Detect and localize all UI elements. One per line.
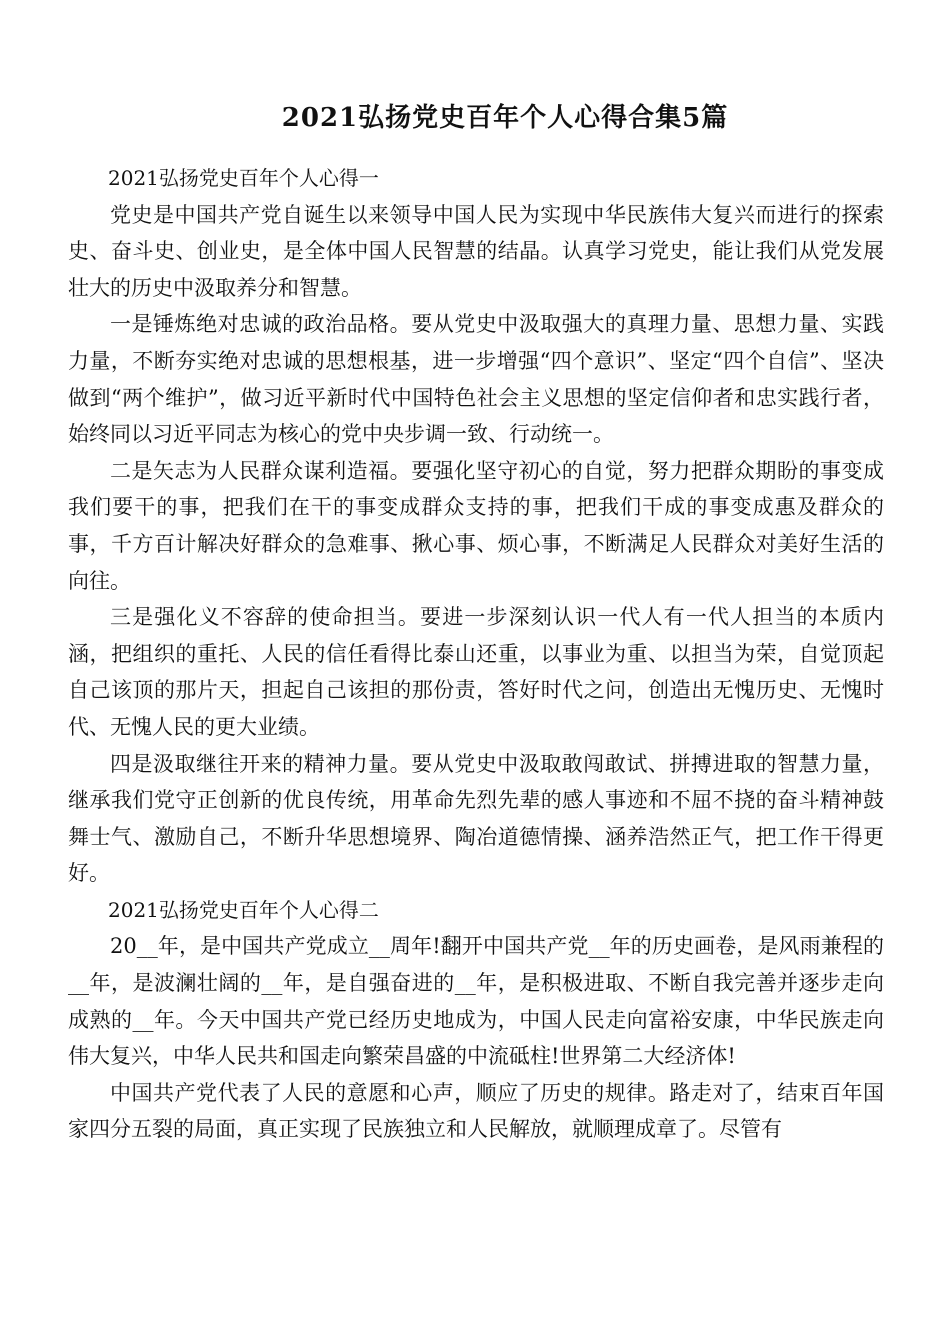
- paragraph: 党史是中国共产党自诞生以来领导中国人民为实现中华民族伟大复兴而进行的探索史、奋斗史、创业史，是全体中国人民智慧的结晶。认真学习党史，能让我们从党发展壮大的历史中汲取养分和智慧。: [68, 202, 884, 300]
- paragraph: 中国共产党代表了人民的意愿和心声，顺应了历史的规律。路走对了，结束百年国家四分五裂的局面，真正实现了民族独立和人民解放，就顺理成章了。尽管有: [68, 1080, 884, 1142]
- section-heading-2: 2021弘扬党史百年个人心得二: [108, 897, 379, 922]
- document-body: [68, 160, 884, 1148]
- paragraph: 20__年，是中国共产党成立__周年!翻开中国共产党__年的历史画卷，是风雨兼程的__年，是波澜壮阔的__年，是自强奋进的__年，是积极进取、不断自我完善并逐步走向成熟的__年。今天中国共产党已经历史地成为，中国人民走向富裕安康，中华民族走向伟大复兴，中华人民共和国走向繁荣昌盛的中流砥柱!世界第二大经济体!: [68, 934, 884, 1069]
- paragraph: 四是汲取继往开来的精神力量。要从党史中汲取敢闯敢试、拼搏进取的智慧力量，继承我们党守正创新的优良传统，用革命先烈先辈的感人事迹和不屈不挠的奋斗精神鼓舞士气、激励自己，不断升华思想境界、陶冶道德情操、涵养浩然正气，把工作干得更好。: [68, 751, 884, 886]
- document-title: 2021弘扬党史百年个人心得合集5篇: [281, 103, 729, 133]
- paragraph: 一是锤炼绝对忠诚的政治品格。要从党史中汲取强大的真理力量、思想力量、实践力量，不断夯实绝对忠诚的思想根基，进一步增强“四个意识”、坚定“四个自信”、坚决做到“两个维护”，做习近平新时代中国特色社会主义思想的坚定信仰者和忠实践行者，始终同以习近平同志为核心的党中央步调一致、行动统一。: [68, 312, 884, 447]
- paragraph: 三是强化义不容辞的使命担当。要进一步深刻认识一代人有一代人担当的本质内涵，把组织的重托、人民的信任看得比泰山还重，以事业为重、以担当为荣，自觉顶起自己该顶的那片天，担起自己该担的那份责，答好时代之问，创造出无愧历史、无愧时代、无愧人民的更大业绩。: [68, 605, 884, 739]
- section-heading-1: 2021弘扬党史百年个人心得一: [108, 166, 379, 190]
- paragraph: 二是矢志为人民群众谋利造福。要强化坚守初心的自觉，努力把群众期盼的事变成我们要干的事，把我们在干的事变成群众支持的事，把我们干成的事变成惠及群众的事，千方百计解决好群众的急难事、揪心事、烦心事，不断满足人民群众对美好生活的向往。: [68, 458, 884, 593]
